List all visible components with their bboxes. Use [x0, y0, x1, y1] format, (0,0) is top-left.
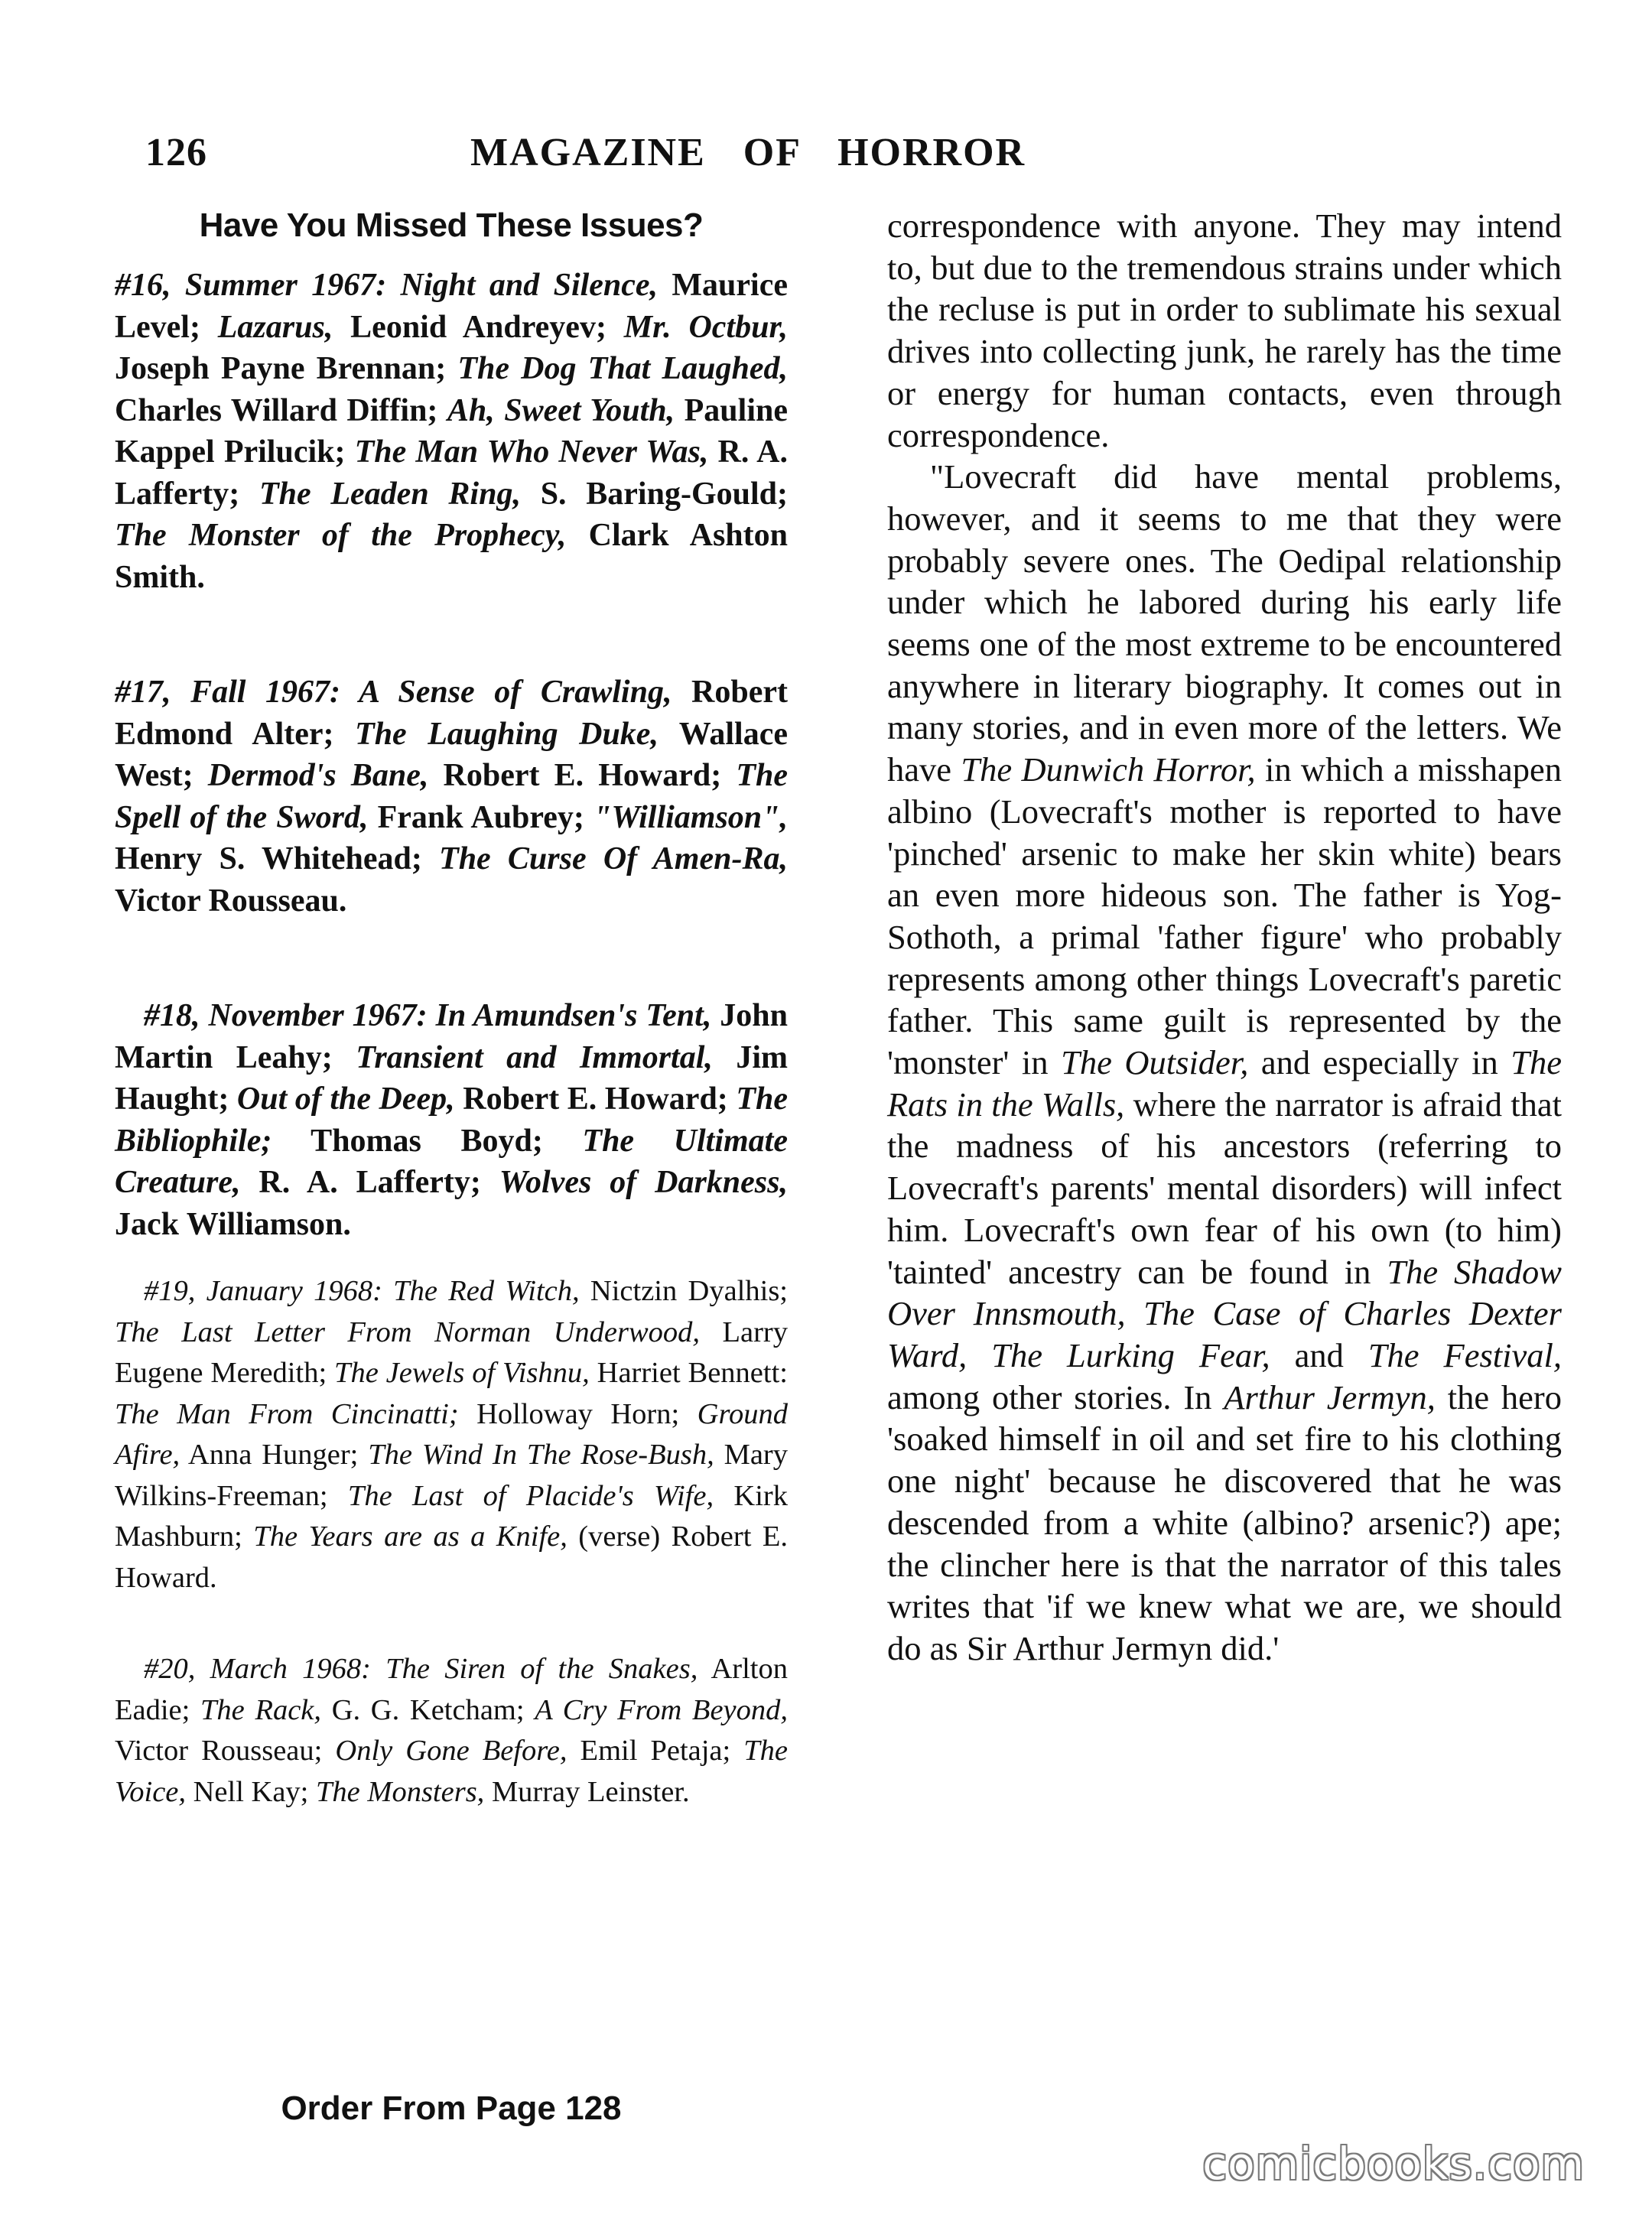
body-text: among other stories. In	[887, 1377, 1224, 1416]
body-text: correspondence with anyone. They may intend to, but due to the tremendous strains under which the recluse is put in order to sublimate his sexual drives into collecting junk, he rarely has the time or energy for human contacts, even through correspondence.	[887, 207, 1562, 454]
body-text: Thomas Boyd;	[272, 1123, 583, 1159]
body-text: R. A. Lafferty;	[115, 434, 788, 512]
title-text: Only Gone Before,	[335, 1735, 567, 1767]
body-text: in which a misshapen albino (Lovecraft's mother is reported to have 'pinched' arsenic to make her skin white) bears an even more hideous son. The father is Yog-Sothoth, a primal 'father figure' who probably represents among other things Lovecraft's paretic father. This same guilt is represented by the 'monster' in	[887, 750, 1562, 1082]
body-text: Frank Aubrey;	[368, 799, 594, 835]
body-text: Anna Hunger;	[180, 1439, 369, 1471]
article-column	[887, 205, 1562, 1670]
title-text: The Rats in the Walls,	[887, 1043, 1562, 1124]
issue-20-text	[115, 1653, 788, 1808]
title-text: Transient and Immortal,	[356, 1039, 713, 1075]
issue-17-text	[115, 675, 788, 919]
issue-18-text	[115, 998, 788, 1242]
article-paragraph-1-text	[887, 207, 1562, 454]
title-text: The Dog That Laughed,	[457, 351, 788, 386]
body-text: Wallace West;	[115, 716, 789, 793]
title-text: The Years are as a Knife,	[253, 1520, 567, 1553]
body-text: Arlton Eadie;	[115, 1653, 788, 1726]
back-issues-heading: Have You Missed These Issues?	[199, 207, 704, 244]
body-text: the hero 'soaked himself in oil and set fire to his clothing one night' because he discovered that he was descended from a white (albino? arsenic?) ape; the clincher here is that the narrator of this tales writes that 'if we knew what we are, we should do as Sir Arthur Jermyn did.'	[887, 1377, 1562, 1667]
body-text: S. Baring-Gould;	[520, 476, 788, 512]
title-text: The Man Who Never Was,	[354, 434, 709, 470]
title-text: The Outsider,	[1061, 1043, 1249, 1082]
body-text: Nell Kay;	[186, 1775, 316, 1808]
page-number: 126	[145, 131, 207, 174]
title-text: The Festival,	[1367, 1335, 1563, 1374]
title-text: #18, November 1967: In Amundsen's Tent,	[144, 998, 712, 1033]
issue-entry	[115, 1271, 788, 1598]
body-text: Robert E. Howard;	[454, 1081, 737, 1117]
body-text: Nictzin Dyalhis;	[579, 1275, 788, 1307]
title-text: The Voice,	[115, 1735, 788, 1808]
body-text: Holloway Horn;	[458, 1397, 698, 1430]
article-paragraph-2-text	[887, 457, 1562, 1667]
body-text: Larry Eugene Meredith;	[115, 1316, 789, 1389]
issue-16-text	[115, 268, 788, 595]
title-text: The Dunwich Horror,	[961, 750, 1256, 789]
title-text: The Shadow Over Innsmouth, The Case of Charles Dexter Ward, The Lurking Fear,	[887, 1252, 1562, 1374]
body-text: Leonid Andreyev;	[333, 309, 624, 345]
title-text: A Cry From Beyond,	[535, 1693, 788, 1726]
body-text: "Lovecraft did have mental problems, however, and it seems to me that they were probably severe ones. The Oedipal relationship under which he labored during his early life seems one of the most extreme to be encountered anywhere in literary biography. It comes out in many stories, and in even more of the letters. We have	[887, 457, 1562, 789]
title-text: #17, Fall 1967: A Sense of Crawling,	[115, 675, 672, 710]
body-text: Pauline Kappel Prilucik;	[115, 392, 788, 470]
body-text: Emil Petaja;	[567, 1735, 744, 1767]
site-watermark: comicbooks.com	[1202, 2138, 1585, 2190]
order-from-page-line: Order From Page 128	[281, 2090, 622, 2127]
body-text: Maurice Level;	[115, 268, 788, 345]
title-text: #19, January 1968: The Red Witch,	[144, 1275, 580, 1307]
body-text: Mary Wilkins-Freeman;	[115, 1439, 788, 1512]
body-text: G. G. Ketcham;	[321, 1693, 535, 1726]
body-text: where the narrator is afraid that the madness of his ancestors (referring to Lovecraft's parents' mental disorders) will infect him. Lovecraft's own fear of his own (to him) 'tainted' ancestry can be found in	[887, 1085, 1562, 1291]
body-text: Robert E. Howard;	[428, 758, 737, 793]
title-text: #16, Summer 1967: Night and Silence,	[115, 268, 659, 303]
title-text: Ah, Sweet Youth,	[447, 392, 675, 428]
issue-entry	[115, 1649, 788, 1813]
body-text: and	[1270, 1335, 1368, 1374]
issue-entry	[115, 265, 788, 598]
title-text: The Leaden Ring,	[259, 476, 521, 512]
body-text: Kirk Mashburn;	[115, 1479, 788, 1553]
back-issues-column	[115, 207, 788, 1813]
title-text: "Williamson",	[593, 799, 788, 835]
body-text: Joseph Payne Brennan;	[115, 351, 458, 386]
title-text: The Curse Of Amen-Ra,	[439, 841, 788, 876]
body-text: Harriet Bennett:	[589, 1357, 788, 1389]
title-text: Wolves of Darkness,	[499, 1165, 788, 1200]
title-text: Mr. Octbur,	[623, 309, 788, 345]
running-title: MAGAZINE OF HORROR	[470, 131, 1026, 174]
body-text: (verse) Robert E. Howard.	[115, 1520, 788, 1594]
title-text: Dermod's Bane,	[207, 758, 429, 793]
title-text: #20, March 1968: The Siren of the Snakes,	[144, 1653, 698, 1685]
body-text: Victor Rousseau;	[115, 1735, 336, 1767]
title-text: Arthur Jermyn,	[1224, 1377, 1436, 1416]
body-text: Murray Leinster.	[484, 1775, 690, 1808]
body-text: Victor Rousseau.	[115, 883, 347, 919]
body-text: Jim Haught;	[115, 1039, 788, 1117]
issue-entry	[115, 672, 788, 922]
title-text: The Last of Placide's Wife,	[347, 1479, 714, 1512]
article-paragraph	[887, 456, 1562, 1669]
body-text: Charles Willard Diffin;	[115, 392, 447, 428]
article-paragraph	[887, 205, 1562, 456]
title-text: Ground Afire,	[115, 1397, 788, 1471]
title-text: The Last Letter From Norman Underwood,	[115, 1316, 701, 1348]
title-text: The Monster of the Prophecy,	[115, 518, 567, 553]
title-text: The Ultimate Creature,	[115, 1123, 788, 1200]
title-text: The Wind In The Rose-Bush,	[368, 1439, 714, 1471]
issue-19-text	[115, 1275, 788, 1594]
title-text: The Rack,	[200, 1693, 322, 1726]
title-text: The Jewels of Vishnu,	[334, 1357, 590, 1389]
title-text: The Spell of the Sword,	[115, 758, 788, 835]
issue-entry	[115, 995, 788, 1245]
title-text: The Bibliophile;	[115, 1081, 788, 1159]
body-text: R. A. Lafferty;	[240, 1165, 499, 1200]
body-text: and especially in	[1248, 1043, 1511, 1082]
title-text: The Monsters,	[316, 1775, 485, 1808]
title-text: Out of the Deep,	[236, 1081, 455, 1117]
body-text: Jack Williamson.	[115, 1206, 351, 1242]
body-text: Clark Ashton Smith.	[115, 518, 788, 595]
title-text: The Man From Cincinatti;	[115, 1397, 459, 1430]
title-text: Lazarus,	[217, 309, 333, 345]
body-text: Henry S. Whitehead;	[115, 841, 440, 876]
body-text: Robert Edmond Alter;	[115, 675, 788, 752]
body-text: John Martin Leahy;	[115, 998, 788, 1075]
title-text: The Laughing Duke,	[355, 716, 659, 752]
